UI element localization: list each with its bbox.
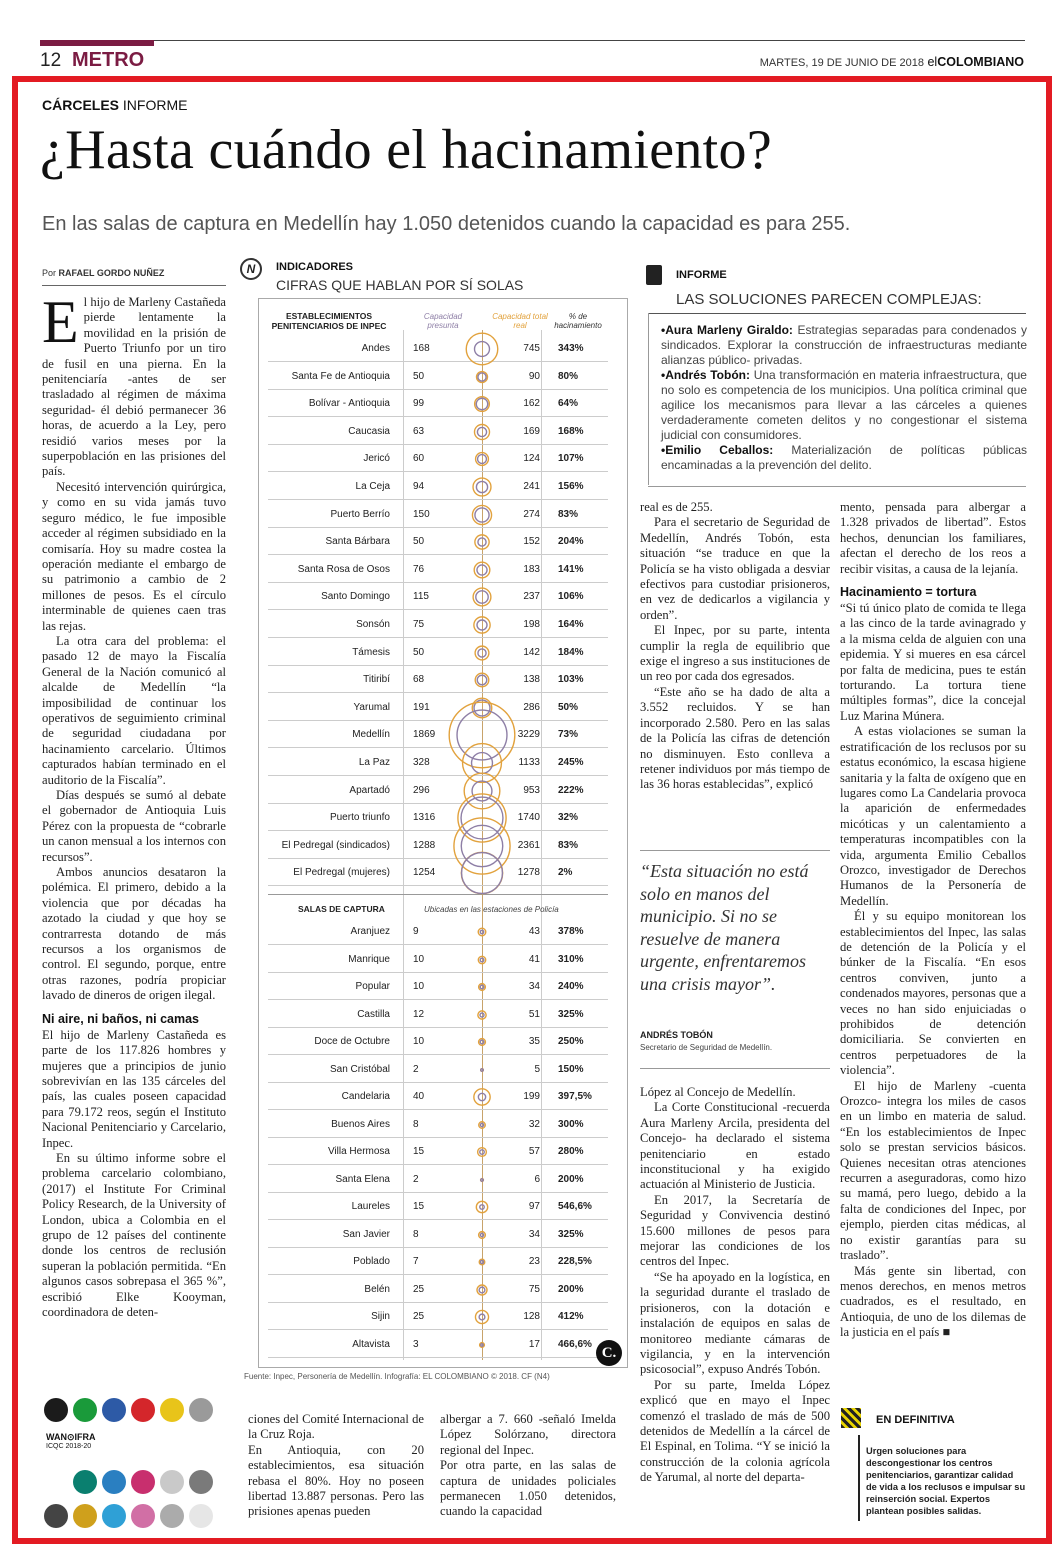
color-swatch	[73, 1470, 97, 1494]
row-hacinamiento: 83%	[558, 509, 579, 520]
capacidad-presunta-circle	[480, 985, 484, 989]
paragraph: En su último informe sobre el problema carcelario colombiano, (2017) el Institute For Criminal Policy Research, de la University of London, ubica a Colombia en el grupo de 12 países del continente donde los centros de reclusión superan la población permitida. “En algunos casos sobrepasa el 365 %”, escribió Elke Kooyman, coordinadora de deten-	[42, 1150, 226, 1319]
row-hacinamiento: 107%	[558, 453, 584, 464]
capacidad-presunta-circle	[476, 591, 488, 603]
row-name: Candelaria	[341, 1091, 390, 1102]
row-capacidad-total: 57	[528, 1146, 540, 1157]
article-column-3	[440, 1412, 616, 1520]
informe-border	[648, 313, 649, 485]
paragraph: Ambos anuncios desataron la polémica. El primero, debido a la violencia que por décadas ha azotado la ciudad y que hoy se contrarresta dotando de más recursos a los organismos de control. El segundo, porque, entre otras razones, podría propiciar lavado de dineros de origen ilegal.	[42, 865, 226, 1003]
row-hacinamiento: 200%	[558, 1174, 584, 1185]
row-name: Laureles	[351, 1201, 390, 1212]
informe-item-text: Estrategias separadas para condenados y sindicados. Explorar la construcción de infraestructuras mediante alianzas público- privadas.	[661, 323, 1027, 367]
row-hacinamiento: 156%	[558, 481, 584, 492]
row-hacinamiento: 150%	[558, 1064, 584, 1075]
capacidad-total-circle	[464, 773, 500, 809]
capacidad-presunta-circle	[461, 825, 502, 866]
row-hacinamiento: 412%	[558, 1311, 584, 1322]
infographic-title: CIFRAS QUE HABLAN POR SÍ SOLAS	[276, 277, 524, 293]
paragraph: ciones del Comité Internacional de la Cruz Roja. En Antioquia, con 20 establecimientos, esa situación rebasa el 80%. Hoy no poseen libertad 13.887 personas. Pero las prisiones apenas pueden	[248, 1412, 424, 1519]
color-swatch	[131, 1398, 155, 1422]
row-capacidad-presunta: 50	[413, 536, 425, 547]
row-name: Puerto Berrío	[330, 509, 390, 520]
row-capacidad-total: 1278	[517, 867, 540, 878]
capacidad-presunta-circle	[478, 538, 486, 546]
newspaper-title: COLOMBIANO	[937, 55, 1024, 69]
row-name: Villa Hermosa	[327, 1146, 390, 1157]
row-capacidad-presunta: 63	[413, 426, 425, 437]
row-capacidad-total: 34	[528, 1229, 540, 1240]
row-capacidad-total: 1133	[518, 757, 540, 768]
color-swatch	[44, 1504, 68, 1528]
row-name: El Pedregal (mujeres)	[293, 867, 390, 878]
capacidad-presunta-circle	[478, 455, 487, 464]
paragraph: El hijo de Marleny -cuenta Orozco- integra los miles de casos en un limbo en materia de salud. “En los establecimientos de Inpec solo se prestan servicios básicos. Quienes necesitan otras atenciones recurren a aseguradoras, como hizo su mamá, pero luego, debido a la falta de condiciones del Inpec, por ejemplo, pierden citas médicas, al no existir garantías para su traslado”.	[840, 1078, 1026, 1263]
section-name: METRO	[72, 49, 145, 71]
byline-prefix: Por	[42, 268, 57, 278]
row-name: Puerto triunfo	[329, 812, 390, 823]
row-hacinamiento: 546,6%	[558, 1201, 592, 1212]
row-capacidad-total: 32	[528, 1119, 540, 1130]
page-number: 12	[40, 50, 62, 71]
row-capacidad-presunta: 1316	[413, 812, 436, 823]
row-capacidad-presunta: 191	[413, 702, 430, 713]
row-capacidad-total: 97	[528, 1201, 540, 1212]
kicker-strong: CÁRCELES	[42, 97, 120, 113]
paragraph: mento, pensada para albergar a 1.328 privados de libertad”. Estos hechos, denuncian los familiares, afectan el derecho de los reos a recibir visitas, a causa de la lejanía.	[840, 500, 1026, 576]
capacidad-total-circle	[475, 535, 489, 549]
row-name: Castilla	[357, 1009, 390, 1020]
capacidad-total-circle	[478, 1011, 486, 1019]
row-capacidad-total: 199	[523, 1091, 540, 1102]
row-capacidad-total: 35	[528, 1036, 540, 1047]
row-hacinamiento: 73%	[558, 729, 579, 740]
color-swatch	[160, 1504, 184, 1528]
informe-title: LAS SOLUCIONES PARECEN COMPLEJAS:	[676, 291, 982, 308]
row-hacinamiento: 83%	[558, 840, 579, 851]
informe-item	[661, 443, 1027, 473]
paragraph: La otra cara del problema: el pasado 12 de mayo la Fiscalía General de la Nación comunicó al alcalde de Medellín “la imposibilidad de continuar los operativos de seguimiento criminal de seguridad ciudadana por hacinamiento carcelario. Últimos capturados habían terminado en el auditorio de la Fiscalía”.	[42, 633, 226, 787]
row-capacidad-total: 183	[523, 564, 540, 575]
row-hacinamiento: 325%	[558, 1009, 584, 1020]
row-name: Titiribí	[363, 674, 390, 685]
el-colombiano-logo: C.	[596, 1340, 622, 1366]
row-hacinamiento: 50%	[558, 702, 579, 713]
wan-ifra-text: WAN⊙IFRA	[46, 1432, 96, 1442]
capacidad-presunta-circle	[477, 565, 487, 575]
capacidad-presunta-circle	[480, 1040, 484, 1044]
row-capacidad-presunta: 50	[413, 647, 425, 658]
infographic-kicker: INDICADORES	[276, 261, 354, 273]
row-capacidad-total: 745	[523, 343, 540, 354]
row-name: Medellín	[352, 729, 390, 740]
row-name: Apartadó	[349, 785, 390, 796]
row-capacidad-presunta: 60	[413, 453, 425, 464]
row-capacidad-total: 41	[528, 954, 540, 965]
row-hacinamiento: 204%	[558, 536, 584, 547]
icqc-text: ICQC 2018-20	[46, 1443, 92, 1450]
paragraph: Por su parte, Imelda López explicó que en mayo el Inpec comenzó el traslado de más de 500 detenidos de Medellín a la cárcel de El Espinal, en Tolima. “Y se inició la construcción de la colonia agrícola de Yarumal, al norte del departa-	[640, 1377, 830, 1485]
row-capacidad-total: 23	[528, 1256, 540, 1267]
row-hacinamiento: 32%	[558, 812, 579, 823]
row-capacidad-total: 2361	[517, 840, 540, 851]
row-capacidad-presunta: 76	[413, 564, 425, 575]
subhead: Ni aire, ni baños, ni camas	[42, 1011, 200, 1026]
capacidad-presunta-circle	[480, 1013, 484, 1017]
article-column-5	[840, 500, 1026, 1341]
row-capacidad-total: 198	[523, 619, 540, 630]
capacidad-total-circle	[472, 698, 492, 718]
row-capacidad-presunta: 10	[413, 981, 425, 992]
paragraph: albergar a 7. 660 -señaló Imelda López Solórzano, directora regional del Inpec. Por otra parte, en las salas de captura de unidades policiales permanecen 1.050 detenidos, cuando la capacidad	[440, 1412, 616, 1519]
row-capacidad-presunta: 50	[413, 371, 425, 382]
row-capacidad-total: 162	[523, 398, 540, 409]
row-name: Poblado	[353, 1256, 390, 1267]
row-name: Belén	[364, 1284, 390, 1295]
color-swatch	[131, 1470, 155, 1494]
row-capacidad-presunta: 9	[413, 926, 419, 937]
row-capacidad-total: 138	[523, 674, 540, 685]
informe-item-name: •Emilio Ceballos:	[661, 443, 774, 458]
row-name: Santa Bárbara	[325, 536, 390, 547]
row-capacidad-total: 51	[528, 1009, 540, 1020]
paragraph: Necesitó intervención quirúrgica, y como en su vida jamás tuvo seguro médico, le fue imposible acceder al régimen subsidiado en la comisaría. Hoy su madre costea la operación mediante el embargo de su patrimonio a cambio de 2 millones de pesos. Es el círculo interminable de quienes caen tras las rejas.	[42, 479, 226, 633]
capacidad-presunta-circle	[480, 1123, 483, 1126]
capacidad-presunta-circle	[478, 1093, 485, 1100]
capacidad-presunta-circle	[479, 1287, 485, 1293]
capacidad-presunta-circle	[477, 675, 487, 685]
row-hacinamiento: 280%	[558, 1146, 584, 1157]
color-swatch	[189, 1470, 213, 1494]
dropcap: E	[42, 289, 79, 355]
row-capacidad-presunta: 8	[413, 1229, 419, 1240]
row-name: Altavista	[352, 1339, 390, 1350]
deck: En las salas de captura en Medellín hay 1.050 detenidos cuando la capacidad es para 255.	[42, 213, 851, 235]
infographic-credit: Fuente: Inpec, Personería de Medellín. Infografía: EL COLOMBIANO © 2018. CF (N4)	[244, 1372, 550, 1381]
row-hacinamiento: 397,5%	[558, 1091, 592, 1102]
row-capacidad-total: 237	[523, 591, 540, 602]
row-hacinamiento: 80%	[558, 371, 579, 382]
paragraph: “Se ha apoyado en la logística, en la seguridad durante el traslado de prisioneros, con la dotación e instalación de equipos en salas de monitoreo mediante cámaras de vigilancia, y en la intervención psicosocial”, expuso Andrés Tobón.	[640, 1269, 830, 1377]
capacidad-presunta-circle	[481, 1069, 483, 1071]
row-hacinamiento: 64%	[558, 398, 579, 409]
row-capacidad-total: 286	[523, 702, 540, 713]
quote-rule	[640, 1068, 830, 1069]
row-name: Támesis	[352, 647, 390, 658]
paragraph: real es de 255.	[640, 500, 713, 514]
row-capacidad-presunta: 15	[413, 1201, 425, 1212]
row-name: Buenos Aires	[331, 1119, 390, 1130]
capacidad-presunta-circle	[480, 1150, 484, 1154]
article-column-4-bottom	[640, 1085, 830, 1486]
row-capacidad-presunta: 328	[413, 757, 430, 768]
subhead: Hacinamiento = tortura	[840, 585, 977, 600]
col-header-hacinamiento: % de hacinamiento	[554, 312, 602, 330]
checker-icon	[841, 1408, 861, 1428]
capacidad-presunta-circle	[481, 1344, 483, 1346]
row-name: Manrique	[348, 954, 390, 965]
row-capacidad-presunta: 25	[413, 1284, 425, 1295]
row-capacidad-total: 6	[534, 1174, 540, 1185]
newspaper-prefix: el	[927, 55, 938, 69]
informe-rule	[648, 313, 1026, 314]
row-capacidad-total: 142	[523, 647, 540, 658]
definitiva-text: Urgen soluciones para descongestionar los centros penitenciarios, garantizar calidad de vida a los reclusos e impulsar su reinserción social. Expertos plantean posibles salidas.	[858, 1435, 1026, 1521]
row-hacinamiento: 2%	[558, 867, 573, 878]
capacidad-total-circle	[449, 702, 515, 768]
definitiva-label: EN DEFINITIVA	[876, 1414, 955, 1426]
dateline: MARTES, 19 DE JUNIO DE 2018	[759, 57, 924, 69]
establecimientos-header: ESTABLECIMIENTOS PENITENCIARIOS DE INPEC	[271, 311, 387, 331]
row-capacidad-total: 169	[523, 426, 540, 437]
row-name: Aranjuez	[350, 926, 390, 937]
row-hacinamiento: 184%	[558, 647, 584, 658]
row-capacidad-total: 17	[528, 1339, 540, 1350]
paragraph: “Si tú único plato de comida te llega a las cinco de la tarde avinagrado y a la misma celda de alguien con una epidemia. Y si mueres en esa cárcel por falta de medicina, pues te están torturando. La tortura tiene múltiples formas”, dice la concejal Luz Marina Múnera.	[840, 601, 1026, 723]
color-swatch	[131, 1504, 155, 1528]
color-swatch	[73, 1504, 97, 1528]
article-column-4-top	[640, 500, 830, 793]
capacidad-presunta-circle	[480, 930, 483, 933]
capacidad-presunta-circle	[481, 1179, 483, 1181]
row-capacidad-presunta: 40	[413, 1091, 425, 1102]
row-capacidad-presunta: 94	[413, 481, 425, 492]
capacidad-presunta-circle	[477, 427, 486, 436]
capacidad-total-circle	[475, 646, 489, 660]
row-capacidad-presunta: 68	[413, 674, 425, 685]
capacidad-presunta-circle	[475, 342, 490, 357]
paragraph: La Corte Constitucional -recuerda Aura Marleny Arcila, presidenta del Concejo- ha declarado el sistema penitenciario en estado inconstitucional y ha exigido actuación al Ministerio de Justicia.	[640, 1100, 830, 1192]
row-capacidad-presunta: 115	[413, 591, 429, 602]
row-hacinamiento: 228,5%	[558, 1256, 592, 1267]
row-capacidad-total: 1740	[517, 812, 540, 823]
capacidad-total-circle	[478, 956, 485, 963]
row-hacinamiento: 466,6%	[558, 1339, 592, 1350]
capacidad-presunta-circle	[478, 649, 486, 657]
row-capacidad-presunta: 2	[413, 1174, 419, 1185]
informe-item-name: •Aura Marleny Giraldo:	[661, 323, 793, 337]
color-swatch	[160, 1398, 184, 1422]
row-name: San Cristóbal	[329, 1064, 390, 1075]
row-name: San Javier	[342, 1229, 390, 1240]
paragraph: Él y su equipo monitorean los establecimientos del Inpec, las salas de detención de la Policía y el búnker de la Fiscalía. “En esos centros conviven, junto a condenados mayores, personas que a veces no han sido enjuiciadas o prohibidos de detención domiciliaria. Se convierten en centros perpetuadores de la violencia”.	[840, 909, 1026, 1078]
color-swatch	[102, 1398, 126, 1422]
row-name: Andes	[361, 343, 390, 354]
row-name: Sonsón	[356, 619, 390, 630]
row-name: Yarumal	[353, 702, 390, 713]
row-capacidad-total: 953	[523, 785, 540, 796]
row-name: Bolívar - Antioquia	[308, 398, 390, 409]
capacidad-presunta-circle	[472, 753, 493, 774]
paragraph-text: l hijo de Marleny Castañeda pierde lentamente la movilidad en la prisión de Puerto Triunfo por un tiro de fusil en una pierna. En la penitenciaría -antes de ser trasladado al régimen de máxima seguridad- él debió permanecer 36 horas, de acuerdo a la Ley, pero residió varios meses por la superpoblación en las prisiones del país.	[42, 295, 226, 479]
capacidad-presunta-circle	[479, 1314, 485, 1320]
row-name: Santa Rosa de Osos	[297, 564, 390, 575]
row-hacinamiento: 200%	[558, 1284, 584, 1295]
row-hacinamiento: 325%	[558, 1229, 584, 1240]
pull-quote: “Esta situación no está solo en manos del municipio. Si no se resuelve de manera urgente, enfrentaremos una crisis mayor”.	[640, 861, 809, 994]
row-hacinamiento: 164%	[558, 619, 584, 630]
paragraph: El Inpec, por su parte, intenta cumplir la regla de equilibrio que exige el ingreso a sus instituciones de un reo por cada dos egresados.	[640, 623, 830, 684]
row-name: Santa Elena	[335, 1174, 390, 1185]
row-capacidad-presunta: 1869	[413, 729, 436, 740]
row-capacidad-total: 34	[528, 981, 540, 992]
capacidad-total-circle	[478, 1148, 487, 1157]
paragraph: A estas violaciones se suman la estratificación de los reclusos por su estatus económico, la escasa higiene sanitaria y la falta de oxígeno que en lugares como La Candelaria provoca la aparición de enfermedades micóticas y un calentamiento a temperaturas incompatibles con la vida, argumenta Emilio Ceballos Orozco, investigador de Derechos Humanos de la Personería de Medellín.	[840, 724, 1026, 908]
capacidad-presunta-circle	[480, 1260, 483, 1263]
capacidad-presunta-circle	[476, 481, 487, 492]
row-capacidad-presunta: 7	[413, 1256, 419, 1267]
salas-subtitle: Ubicadas en las estaciones de Policía	[424, 905, 559, 914]
row-capacidad-presunta: 10	[413, 954, 425, 965]
paragraph: El hijo de Marleny Castañeda es parte de los 117.826 hombres y mujeres que a principios de junio sobrevivían en las 135 cárceles del país, las cuales poseen capacidad para 79.172 reos, según el Instituto Nacional Penitenciario y Carcelario, Inpec.	[42, 1027, 226, 1150]
row-capacidad-presunta: 2	[413, 1064, 419, 1075]
paragraph: Más gente sin libertad, con menos derechos, en menos metros cuadrados, es el resultado, en Antioquia, de uno de los dilemas de la justicia en el país ■	[840, 1263, 1026, 1340]
row-capacidad-total: 152	[523, 536, 540, 547]
capacidad-presunta-circle	[480, 958, 484, 962]
row-name: Doce de Octubre	[314, 1036, 390, 1047]
row-capacidad-presunta: 99	[413, 398, 425, 409]
row-capacidad-total: 43	[528, 926, 540, 937]
capacidad-total-circle	[474, 1089, 490, 1105]
row-hacinamiento: 378%	[558, 926, 584, 937]
capacidad-presunta-circle	[475, 508, 489, 522]
paragraph: “Este año se ha dado de alta a 3.552 recluidos. Y se han incorporado 2.580. Pero en las salas de la Policía las cifras de detención no disminuyen. Esto conlleva a retener individuos por más tiempo de las 36 horas establecidas”, explicó	[640, 684, 830, 792]
row-capacidad-presunta: 1254	[413, 867, 436, 878]
row-name: Santa Fe de Antioquia	[291, 371, 390, 382]
color-control-bar	[44, 1396, 224, 1536]
row-capacidad-total: 274	[523, 509, 540, 520]
capacidad-total-circle	[475, 1310, 488, 1323]
row-capacidad-presunta: 25	[413, 1311, 425, 1322]
color-swatch	[160, 1470, 184, 1494]
row-name: El Pedregal (sindicados)	[281, 840, 390, 851]
row-capacidad-total: 75	[528, 1284, 540, 1295]
row-capacidad-presunta: 3	[413, 1339, 419, 1350]
row-hacinamiento: 168%	[558, 426, 584, 437]
row-capacidad-presunta: 15	[413, 1146, 425, 1157]
row-hacinamiento: 250%	[558, 1036, 584, 1047]
paragraph: Para el secretario de Seguridad de Medellín, Andrés Tobón, esta situación “se traduce en que la Policía se ha visto obligada a desviar efectivos para custodiar prisioneros, en vez de dedicarlos a vigilancia y orden”.	[640, 515, 830, 622]
capacidad-presunta-circle	[480, 1233, 483, 1236]
informe-item	[661, 368, 1027, 442]
row-hacinamiento: 343%	[558, 343, 584, 354]
row-hacinamiento: 300%	[558, 1119, 584, 1130]
informe-item-text: Materialización de políticas públicas encaminadas a la prevención del delito.	[661, 443, 1027, 473]
row-capacidad-presunta: 1288	[413, 840, 436, 851]
color-swatch	[102, 1504, 126, 1528]
row-capacidad-presunta: 8	[413, 1119, 419, 1130]
indicadores-icon: N	[240, 258, 262, 280]
row-capacidad-presunta: 75	[413, 619, 425, 630]
capacidad-total-circle	[463, 744, 502, 783]
quote-rule	[640, 850, 830, 851]
color-swatch	[73, 1398, 97, 1422]
row-capacidad-presunta: 168	[413, 343, 430, 354]
capacidad-presunta-circle	[480, 1205, 484, 1209]
paragraph: Días después se sumó al debate el gobernador de Antioquia Luis Pérez con la propuesta de “cobrarle un canon mensual a los internos con recursos”.	[42, 788, 226, 864]
capacidad-presunta-circle	[476, 398, 487, 409]
capacidad-total-circle	[479, 1232, 486, 1239]
salas-header: SALAS DE CAPTURA	[298, 904, 385, 914]
paragraph: López al Concejo de Medellín.	[640, 1085, 796, 1099]
capacidad-total-circle	[476, 1201, 487, 1212]
informe-item-name: •Andrés Tobón:	[661, 368, 750, 383]
quote-author: ANDRÉS TOBÓN	[640, 1030, 713, 1040]
color-swatch	[44, 1398, 68, 1422]
row-name: Jericó	[363, 453, 390, 464]
row-capacidad-total: 124	[523, 453, 540, 464]
row-name: La Ceja	[355, 481, 390, 492]
quote-role: Secretario de Seguridad de Medellín.	[640, 1043, 773, 1052]
row-hacinamiento: 222%	[558, 785, 584, 796]
document-icon	[646, 265, 662, 285]
row-capacidad-total: 90	[528, 371, 540, 382]
row-name: Sijin	[371, 1311, 390, 1322]
row-hacinamiento: 240%	[558, 981, 584, 992]
row-hacinamiento: 310%	[558, 954, 584, 965]
row-hacinamiento: 141%	[558, 564, 584, 575]
row-capacidad-total: 5	[534, 1064, 540, 1075]
row-name: Popular	[355, 981, 390, 992]
headline: ¿Hasta cuándo el hacinamiento?	[40, 119, 772, 181]
color-swatch	[189, 1504, 213, 1528]
byline-name: RAFAEL GORDO NUÑEZ	[58, 268, 165, 278]
row-hacinamiento: 103%	[558, 674, 584, 685]
row-capacidad-total: 128	[523, 1311, 540, 1322]
row-capacidad-presunta: 150	[413, 509, 430, 520]
capacidad-presunta-circle	[477, 620, 487, 630]
informe-item-text: Una transformación en materia infraestructura, que no solo es competencia de los municipios. Una política criminal que agilice los mecanismos para llevar a las cárceles a quienes verdaderamente cometen delitos y no congestionar el sistema judicial con consumidores.	[661, 368, 1027, 442]
row-name: Caucasia	[348, 426, 390, 437]
capacidad-total-circle	[478, 928, 486, 936]
row-name: La Paz	[358, 757, 390, 768]
paragraph: En 2017, la Secretaría de Seguridad y Convivencia destinó 15.600 millones de pesos para mejorar las condiciones de los centros del Inpec.	[640, 1192, 830, 1269]
informe-body	[661, 323, 1027, 474]
col-header-capacidad-total: Capacidad total real	[492, 312, 548, 330]
row-capacidad-total: 3229	[517, 729, 540, 740]
informe-label: INFORME	[676, 269, 727, 281]
row-name: Santo Domingo	[321, 591, 390, 602]
capacidad-presunta-circle	[462, 853, 503, 894]
row-capacidad-presunta: 296	[413, 785, 430, 796]
informe-item	[661, 323, 1027, 367]
capacidad-total-circle	[466, 333, 498, 365]
col-header-capacidad-presunta: Capacidad presunta	[423, 312, 463, 330]
row-capacidad-total: 241	[523, 481, 540, 492]
row-capacidad-presunta: 10	[413, 1036, 425, 1047]
wan-ifra-label	[46, 1432, 96, 1452]
color-swatch	[102, 1470, 126, 1494]
row-hacinamiento: 245%	[558, 757, 584, 768]
capacidad-presunta-circle	[478, 373, 486, 381]
informe-border	[648, 486, 1026, 487]
kicker-rest: INFORME	[122, 97, 188, 113]
article-column-2	[248, 1412, 424, 1520]
color-swatch	[189, 1398, 213, 1422]
row-capacidad-presunta: 12	[413, 1009, 425, 1020]
row-hacinamiento: 106%	[558, 591, 584, 602]
